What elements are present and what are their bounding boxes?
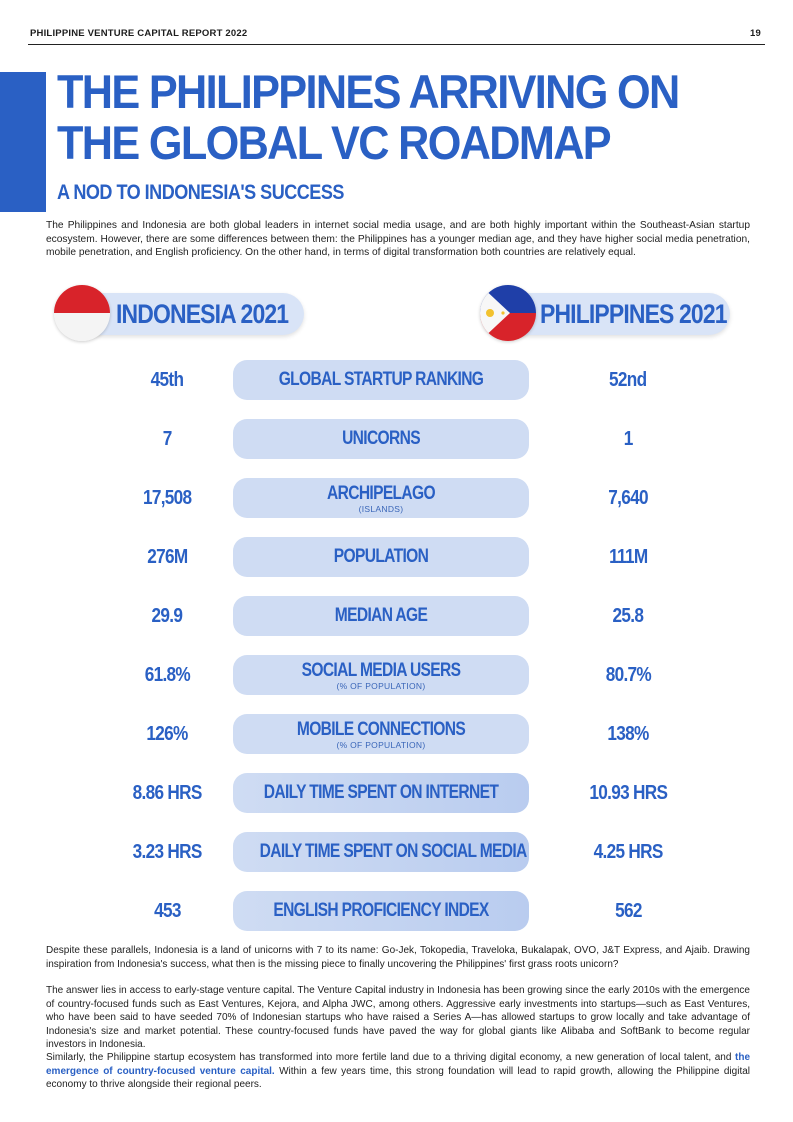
page-subtitle: A NOD TO INDONESIA'S SUCCESS [57, 181, 344, 204]
indonesia-value-text: 61.8% [144, 664, 190, 686]
philippines-value [553, 655, 703, 695]
stat-label-pill [233, 655, 529, 695]
indonesia-value [92, 537, 242, 577]
stat-row [0, 478, 793, 518]
philippines-value-text: 4.25 HRS [593, 841, 663, 863]
report-title: PHILIPPINE VENTURE CAPITAL REPORT 2022 [30, 28, 248, 39]
indonesia-value-text: 276M [146, 546, 188, 568]
stat-label: DAILY TIME SPENT ON INTERNET [263, 782, 499, 803]
stat-label: UNICORNS [342, 428, 420, 449]
philippines-value-text: 25.8 [612, 605, 644, 627]
indonesia-value-text: 453 [153, 900, 181, 922]
indonesia-value-text: 126% [146, 723, 188, 745]
philippines-value-text: 7,640 [608, 487, 648, 509]
philippines-value [553, 360, 703, 400]
philippines-value-text: 52nd [609, 369, 647, 391]
indonesia-value [92, 596, 242, 636]
indonesia-value-text: 7 [162, 428, 172, 450]
paragraph-3-end: Within a few years time, this strong foundation will lead to rapid growth, allowing the Philippine digital economy to thrive alongside their regional peers. [46, 1065, 750, 1090]
stat-row [0, 360, 793, 400]
indonesia-value-text: 8.86 HRS [132, 782, 202, 804]
indonesia-value-text: 29.9 [151, 605, 183, 627]
indonesia-label: INDONESIA 2021 [116, 299, 289, 329]
stat-label-pill [233, 360, 529, 400]
indonesia-flag-icon [54, 285, 110, 341]
stat-row [0, 537, 793, 577]
philippines-value [553, 714, 703, 754]
stat-label-pill [233, 419, 529, 459]
philippines-header [480, 293, 730, 335]
stat-sublabel: (% OF POPULATION) [336, 681, 426, 691]
paragraph-3-highlight: the emergence of country-focused venture capital. [46, 1052, 750, 1077]
philippines-value [553, 773, 703, 813]
stat-sublabel: (% OF POPULATION) [336, 740, 426, 750]
paragraph-2: The answer lies in access to early-stage venture capital. The Venture Capital industry in Indonesia has been growing since the early 2010s with the emergence of country-focused funds such as East Ventures, Kejora, and Alpha JWC, among others. Aggressive early investments into startups—such as East Ventures, who have been said to have seeded 70% of Indonesian startups who have raised a Series A—has allowed startups to grow locally and take advantage of Indonesia's size and market potential. These country-focused funds have paved the way for global giants like Alibaba and SoftBank to become regular investors in Indonesia. [46, 985, 750, 1050]
stat-label: SOCIAL MEDIA USERS [301, 660, 461, 681]
indonesia-value [92, 891, 242, 931]
paragraph-3 [46, 1051, 750, 1092]
page-title [57, 66, 701, 168]
stat-label: ARCHIPELAGO [327, 483, 435, 504]
accent-bar [0, 72, 46, 212]
stat-label: DAILY TIME SPENT ON SOCIAL MEDIA [259, 841, 527, 862]
indonesia-value [92, 419, 242, 459]
stat-row [0, 773, 793, 813]
stat-row [0, 832, 793, 872]
stat-row [0, 655, 793, 695]
stat-label-pill [233, 832, 529, 872]
philippines-value [553, 537, 703, 577]
indonesia-pill [76, 293, 304, 335]
philippines-value [553, 478, 703, 518]
philippines-value-text: 10.93 HRS [589, 782, 667, 804]
indonesia-value-text: 3.23 HRS [132, 841, 202, 863]
philippines-value-text: 138% [607, 723, 649, 745]
title-line-2: THE GLOBAL VC ROADMAP [57, 116, 610, 169]
philippines-value-text: 1 [623, 428, 633, 450]
stat-label: MOBILE CONNECTIONS [296, 719, 466, 740]
indonesia-value [92, 655, 242, 695]
intro-paragraph: The Philippines and Indonesia are both global leaders in internet social media usage, and are both highly important within the Southeast-Asian startup ecosystem. However, there are some differences between them: the Philippines has a younger median age, and they have higher social media penetration, mobile penetration, and English proficiency. On the other hand, in terms of digital transformation both countries are relatively equal. [46, 220, 750, 259]
stat-row [0, 596, 793, 636]
stat-label-pill [233, 596, 529, 636]
stat-label: ENGLISH PROFICIENCY INDEX [273, 900, 489, 921]
stat-label: POPULATION [333, 546, 429, 567]
philippines-label: PHILIPPINES 2021 [540, 299, 727, 329]
stat-label: MEDIAN AGE [334, 605, 428, 626]
stat-row [0, 714, 793, 754]
stat-sublabel: (ISLANDS) [358, 504, 404, 514]
philippines-flag-icon [480, 285, 536, 341]
paragraph-3-start: Similarly, the Philippine startup ecosystem has transformed into more fertile land due to a thriving digital economy, a new generation of local talent, and [46, 1052, 735, 1063]
stat-label: GLOBAL STARTUP RANKING [278, 369, 484, 390]
philippines-value [553, 832, 703, 872]
philippines-value [553, 596, 703, 636]
indonesia-value [92, 832, 242, 872]
stat-label-pill [233, 537, 529, 577]
stat-label-pill [233, 773, 529, 813]
philippines-value-text: 111M [608, 546, 648, 568]
indonesia-header [54, 293, 304, 335]
page-number: 19 [750, 28, 761, 39]
indonesia-value-text: 45th [150, 369, 184, 391]
paragraph-1: Despite these parallels, Indonesia is a land of unicorns with 7 to its name: Go-Jek, Tokopedia, Traveloka, Bukalapak, OVO, J&T Express, and Ajaib. Drawing inspiration from Indonesia's success, what then is the missing piece to finally uncovering the Philippines' first grass roots unicorn? [46, 945, 750, 970]
philippines-value [553, 419, 703, 459]
indonesia-value [92, 478, 242, 518]
stat-label-pill [233, 714, 529, 754]
philippines-value-text: 562 [614, 900, 642, 922]
indonesia-value [92, 360, 242, 400]
stat-row [0, 891, 793, 931]
title-line-1: THE PHILIPPINES ARRIVING ON [57, 65, 679, 118]
stat-label-pill [233, 891, 529, 931]
philippines-pill [504, 293, 730, 335]
indonesia-value [92, 714, 242, 754]
indonesia-value-text: 17,508 [142, 487, 192, 509]
page-header [28, 26, 765, 45]
stat-label-pill [233, 478, 529, 518]
stat-row [0, 419, 793, 459]
philippines-value-text: 80.7% [605, 664, 651, 686]
philippines-value [553, 891, 703, 931]
indonesia-value [92, 773, 242, 813]
